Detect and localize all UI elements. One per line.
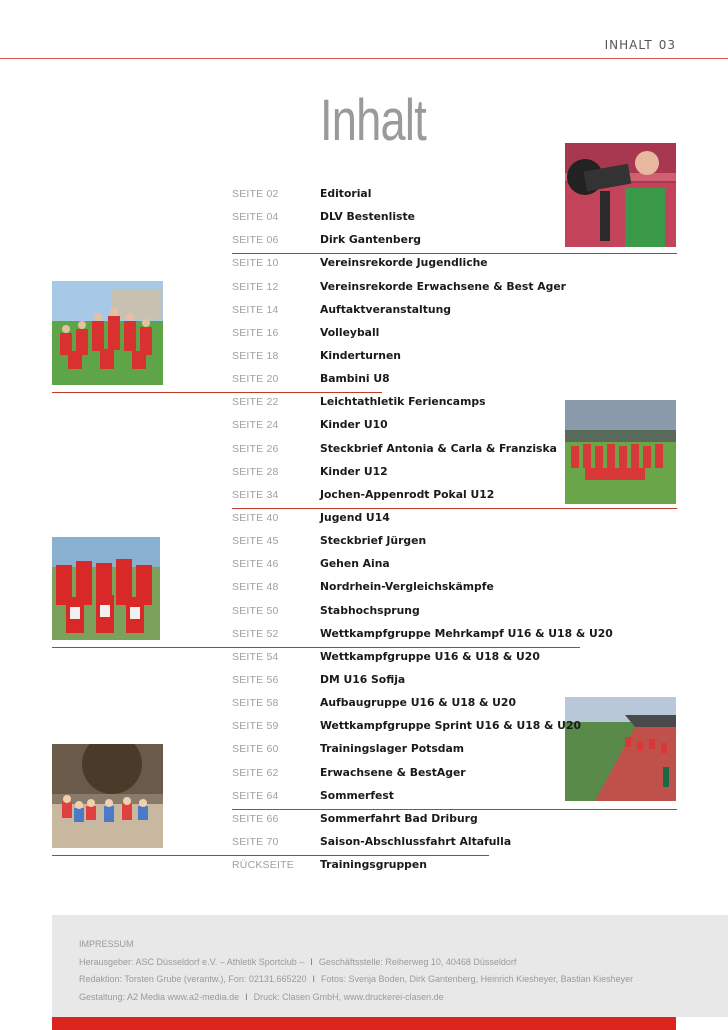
toc-title: Kinderturnen	[320, 348, 401, 362]
toc-page-number: SEITE 45	[232, 535, 279, 548]
toc-entry[interactable]	[232, 463, 682, 486]
impressum-line-3: Gestaltung: A2 Media www.a2-media.de I Druck: Clasen GmbH, www.druckerei-clasen.de	[79, 991, 444, 1002]
header-section: INHALT	[604, 38, 653, 52]
toc-title: Editorial	[320, 187, 372, 200]
toc-entry[interactable]	[232, 509, 682, 532]
running-header	[605, 38, 676, 52]
toc-entry[interactable]	[232, 278, 682, 301]
toc-entry[interactable]	[232, 625, 682, 648]
toc-title: Dirk Gantenberg	[320, 233, 422, 247]
toc-title: Vereinsrekorde Erwachsene & Best Ager	[320, 279, 567, 293]
toc-title: Nordrhein-Vergleichskämpfe	[320, 580, 494, 594]
toc-page-number: SEITE 64	[232, 789, 279, 802]
toc-title: Erwachsene & BestAger	[320, 765, 466, 779]
toc-page-number: SEITE 24	[232, 419, 279, 432]
toc-entry[interactable]	[232, 440, 682, 463]
toc-entry[interactable]	[232, 694, 682, 717]
toc-page-number: SEITE 28	[232, 465, 279, 478]
toc-title: Jochen-Appenrodt Pokal U12	[320, 487, 495, 501]
toc-entry[interactable]	[232, 393, 682, 416]
toc-page-number: SEITE 10	[232, 257, 279, 270]
toc-page-number: SEITE 46	[232, 558, 279, 571]
toc-page-number: SEITE 52	[232, 627, 279, 640]
toc-title: DM U16 Sofija	[320, 672, 406, 686]
toc-title: Steckbrief Jürgen	[320, 534, 427, 548]
toc-title: DLV Bestenliste	[320, 210, 415, 224]
toc-title: Sommerfahrt Bad Driburg	[320, 811, 478, 825]
toc-page-number: SEITE 48	[232, 581, 279, 594]
toc-entry[interactable]	[232, 370, 682, 393]
toc-entry[interactable]	[232, 740, 682, 763]
toc-entry[interactable]	[232, 324, 682, 347]
toc-entry[interactable]	[232, 347, 682, 370]
impressum-line-1: Herausgeber: ASC Düsseldorf e.V. – Athletik Sportclub – I Geschäftsstelle: Reiherweg 10, 40468 Düsseldorf	[79, 956, 517, 967]
toc-entry[interactable]	[232, 833, 682, 856]
toc-page-number: SEITE 12	[232, 280, 279, 293]
toc-title: Vereinsrekorde Jugendliche	[320, 256, 488, 270]
photo-beach-group	[52, 744, 163, 848]
header-rule	[0, 58, 728, 59]
toc-entry[interactable]	[232, 231, 682, 254]
photo-group-kids	[52, 281, 163, 385]
toc-page-number: SEITE 66	[232, 812, 279, 825]
toc-page-number: SEITE 22	[232, 396, 279, 409]
toc-title: Wettkampfgruppe Sprint U16 & U18 & U20	[320, 719, 581, 733]
toc-page-number: SEITE 34	[232, 488, 279, 501]
toc-title: Kinder U12	[320, 464, 388, 478]
toc-title: Trainingsgruppen	[320, 858, 427, 872]
toc-title: Auftaktveranstaltung	[320, 302, 452, 316]
header-page-number: 03	[658, 38, 676, 52]
impressum-text	[79, 936, 633, 1006]
table-of-contents	[232, 185, 682, 879]
toc-page-number: SEITE 54	[232, 650, 279, 663]
toc-entry[interactable]	[232, 648, 682, 671]
toc-title: Aufbaugruppe U16 & U18 & U20	[320, 696, 516, 710]
impressum-heading: IMPRESSUM	[79, 939, 134, 949]
toc-title: Sommerfest	[320, 788, 394, 802]
toc-title: Trainingslager Potsdam	[320, 742, 465, 756]
toc-page-number: SEITE 26	[232, 442, 279, 455]
toc-page-number: SEITE 62	[232, 766, 279, 779]
toc-entry[interactable]	[232, 185, 682, 208]
toc-entry[interactable]	[232, 787, 682, 810]
toc-entry[interactable]	[232, 254, 682, 277]
impressum-box	[52, 915, 728, 1017]
toc-entry[interactable]	[232, 416, 682, 439]
toc-page-number: SEITE 06	[232, 234, 279, 247]
toc-title: Saison-Abschlussfahrt Altafulla	[320, 834, 512, 848]
toc-entry[interactable]	[232, 671, 682, 694]
toc-title: Volleyball	[320, 325, 380, 339]
toc-entry[interactable]	[232, 856, 682, 879]
toc-entry[interactable]	[232, 810, 682, 833]
impressum-line-2: Redaktion: Torsten Grube (verantw.), Fon: 02131.665220 I Fotos: Svenja Boden, Dirk Gantenberg, Heinrich Kiesheyer, Bastian Kiesheyer	[79, 974, 634, 984]
toc-entry[interactable]	[232, 717, 682, 740]
toc-page-number: SEITE 60	[232, 743, 279, 756]
toc-page-number: RÜCKSEITE	[232, 859, 294, 872]
toc-entry[interactable]	[232, 532, 682, 555]
toc-entry[interactable]	[232, 555, 682, 578]
toc-entry[interactable]	[232, 486, 682, 509]
toc-page-number: SEITE 02	[232, 188, 279, 200]
toc-page-number: SEITE 59	[232, 720, 279, 733]
toc-title: Stabhochsprung	[320, 603, 420, 617]
toc-entry[interactable]	[232, 208, 682, 231]
toc-entry[interactable]	[232, 301, 682, 324]
toc-title: Wettkampfgruppe Mehrkampf U16 & U18 & U20	[320, 626, 613, 640]
toc-entry[interactable]	[232, 602, 682, 625]
toc-page-number: SEITE 18	[232, 349, 279, 362]
toc-page-number: SEITE 40	[232, 511, 279, 524]
photo-medal-kids	[52, 537, 160, 640]
toc-entry[interactable]	[232, 578, 682, 601]
footer-accent-bar	[52, 1017, 676, 1030]
toc-page-number: SEITE 70	[232, 835, 279, 848]
toc-page-number: SEITE 16	[232, 326, 279, 339]
toc-title: Wettkampfgruppe U16 & U18 & U20	[320, 649, 540, 663]
toc-entry[interactable]	[232, 764, 682, 787]
toc-title: Jugend U14	[320, 510, 390, 524]
toc-title: Leichtathletik Feriencamps	[320, 395, 486, 409]
toc-title: Gehen Aina	[320, 557, 390, 571]
toc-page-number: SEITE 04	[232, 211, 279, 224]
toc-page-number: SEITE 14	[232, 303, 279, 316]
toc-page-number: SEITE 58	[232, 697, 279, 710]
toc-title: Kinder U10	[320, 418, 388, 432]
toc-title: Steckbrief Antonia & Carla & Franziska	[320, 441, 557, 455]
toc-page-number: SEITE 20	[232, 373, 279, 386]
page-title: Inhalt	[320, 88, 426, 153]
toc-page-number: SEITE 56	[232, 673, 279, 686]
toc-page-number: SEITE 50	[232, 604, 279, 617]
toc-title: Bambini U8	[320, 372, 390, 386]
